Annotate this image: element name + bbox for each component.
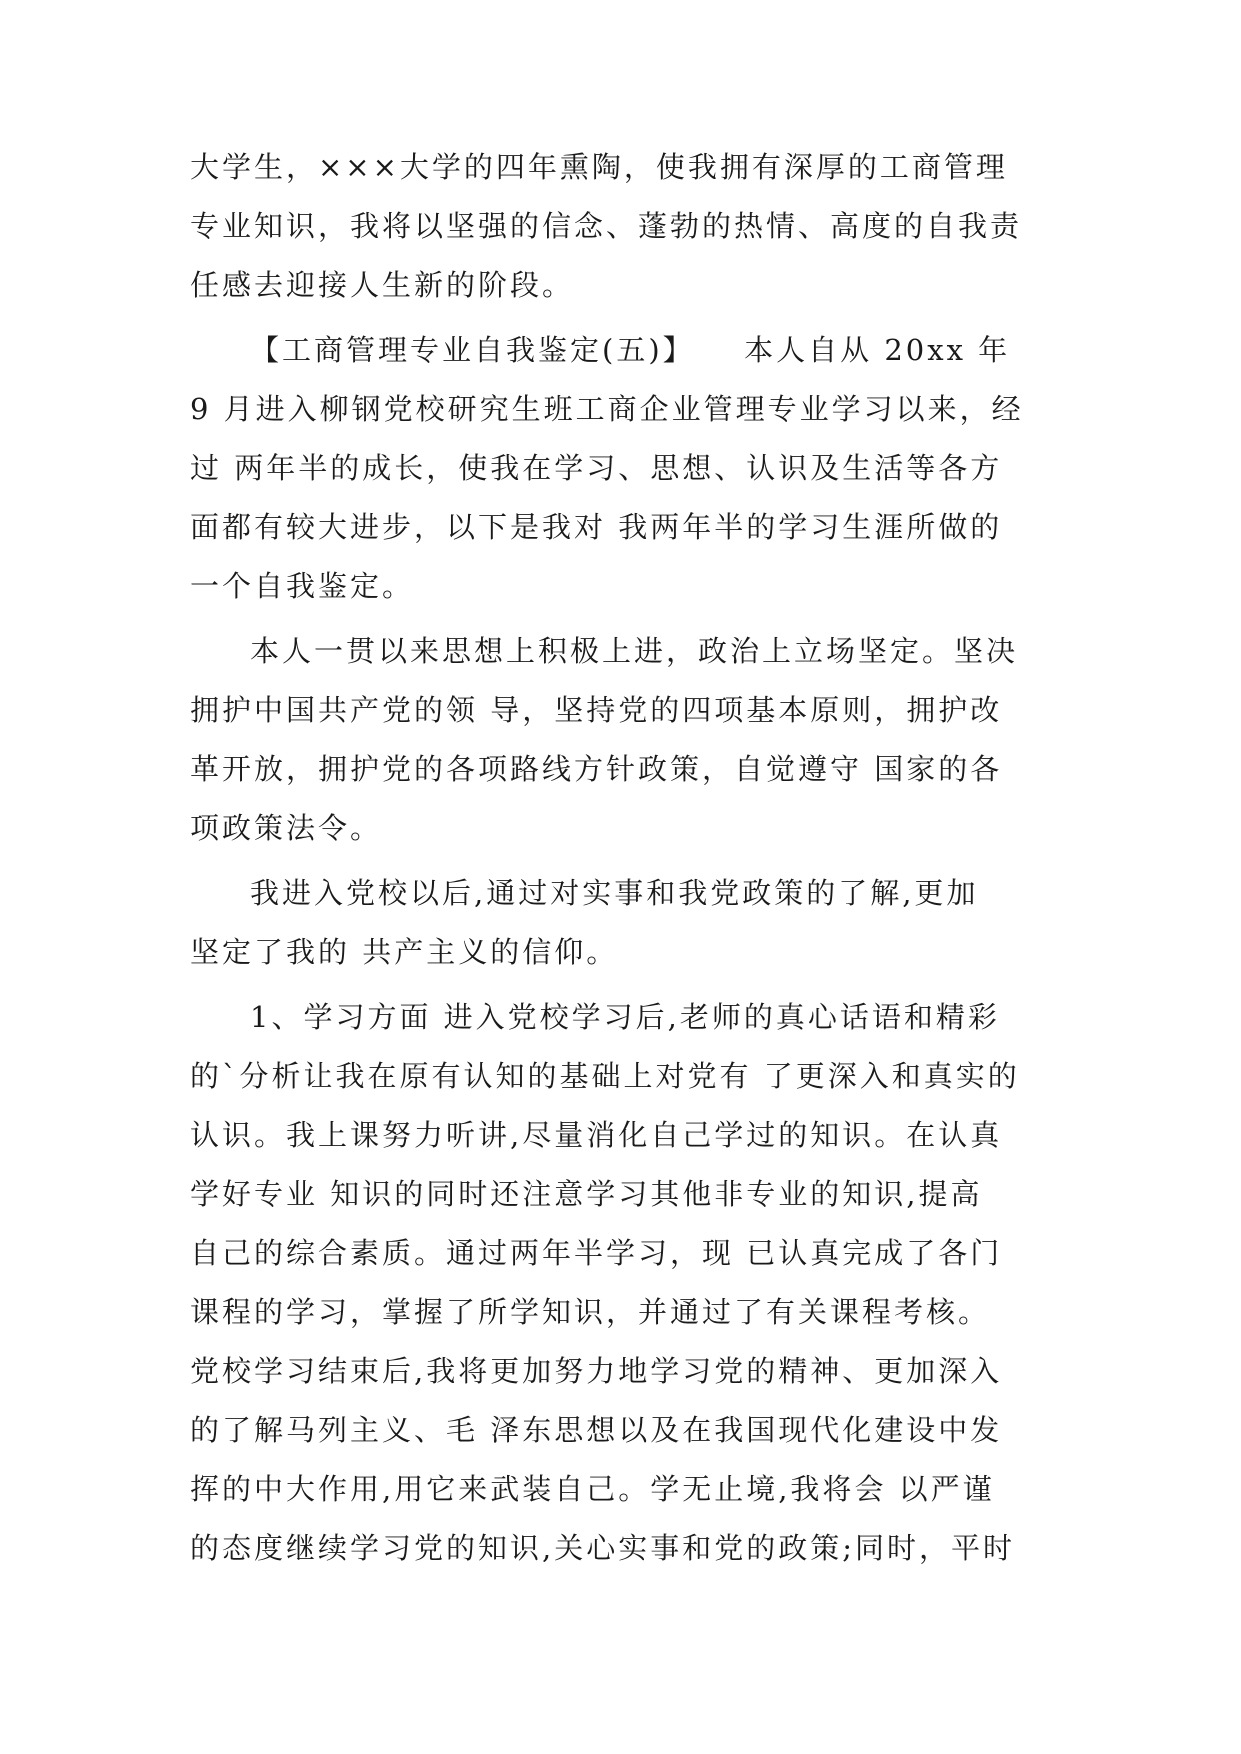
paragraph-3-line-4: 项政策法令。 [190,811,383,845]
paragraph-5-line-6: 课程的学习，掌握了所学知识，并通过了有关课程考核。 [190,1295,991,1329]
paragraph-3-line-3: 革开放，拥护党的各项路线方针政策，自觉遵守 国家的各 [190,752,1003,786]
paragraph-5-line-8: 的了解马列主义、毛 泽东思想以及在我国现代化建设中发 [190,1413,1003,1447]
paragraph-5-line-3: 认识。我上课努力听讲,尽量消化自己学过的知识。在认真 [190,1118,1003,1152]
paragraph-4-line-2: 坚定了我的 共产主义的信仰。 [190,935,619,969]
paragraph-5-line-2: 的`分析让我在原有认知的基础上对党有 了更深入和真实的 [190,1059,1020,1093]
paragraph-4-line-1: 我进入党校以后,通过对实事和我党政策的了解,更加 [250,876,979,910]
section-heading-line: 【工商管理专业自我鉴定(五)】 本人自从 20xx 年 [250,333,1011,367]
paragraph-5-line-5: 自己的综合素质。通过两年半学习，现 已认真完成了各门 [190,1236,1003,1270]
paragraph-5-line-4: 学好专业 知识的同时还注意学习其他非专业的知识,提高 [190,1177,983,1211]
paragraph-5-line-7: 党校学习结束后,我将更加努力地学习党的精神、更加深入 [190,1354,1003,1388]
paragraph-3-line-1: 本人一贯以来思想上积极上进，政治上立场坚定。坚决 [250,634,1019,668]
paragraph-2-line-5: 一个自我鉴定。 [190,569,415,603]
paragraph-2-line-4: 面都有较大进步，以下是我对 我两年半的学习生涯所做的 [190,510,1003,544]
paragraph-5-line-10: 的态度继续学习党的知识,关心实事和党的政策;同时，平时 [190,1531,1015,1565]
paragraph-1-line-1: 大学生，×××大学的四年熏陶，使我拥有深厚的工商管理 [190,150,1008,184]
paragraph-3-line-2: 拥护中国共产党的领 导，坚持党的四项基本原则，拥护改 [190,693,1003,727]
document-body [190,138,1052,1578]
paragraph-1-line-3: 任感去迎接人生新的阶段。 [190,268,575,302]
paragraph-2-line-3: 过 两年半的成长，使我在学习、思想、认识及生活等各方 [190,451,1003,485]
paragraph-5-line-9: 挥的中大作用,用它来武装自己。学无止境,我将会 以严谨 [190,1472,995,1506]
paragraph-5-line-1: 1、学习方面 进入党校学习后,老师的真心话语和精彩 [250,1000,1000,1034]
paragraph-2-line-2: 9 月进入柳钢党校研究生班工商企业管理专业学习以来，经 [190,392,1024,426]
paragraph-1-line-2: 专业知识，我将以坚强的信念、蓬勃的热情、高度的自我责 [190,209,1023,243]
